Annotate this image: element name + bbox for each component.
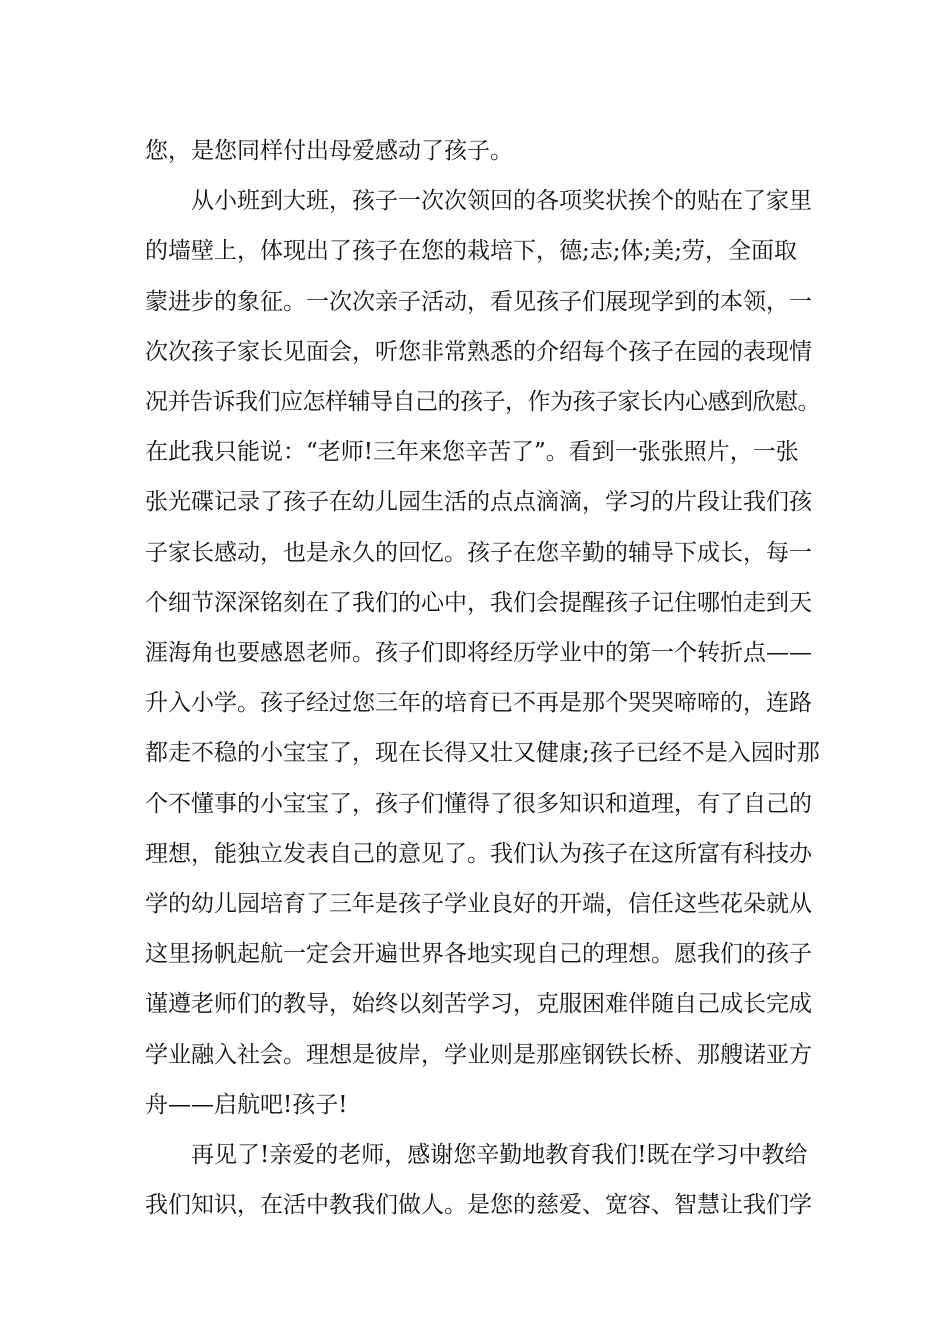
text-line: 况并告诉我们应怎样辅导自己的孩子，作为孩子家长内心感到欣慰。 <box>145 389 820 415</box>
text-line: 理想，能独立发表自己的意见了。我们认为孩子在这所富有科技办 <box>145 841 812 867</box>
text-line: 涯海角也要感恩老师。孩子们即将经历学业中的第一个转折点—— <box>145 640 812 666</box>
text-line: 张光碟记录了孩子在幼儿园生活的点点滴滴，学习的片段让我们孩 <box>145 489 812 515</box>
text-line: 蒙进步的象征。一次次亲子活动，看见孩子们展现学到的本领，一 <box>145 289 812 315</box>
text-line: 次次孩子家长见面会，听您非常熟悉的介绍每个孩子在园的表现情 <box>145 339 812 365</box>
text-line: 子家长感动，也是永久的回忆。孩子在您辛勤的辅导下成长，每一 <box>145 540 812 566</box>
text-line: 学业融入社会。理想是彼岸，学业则是那座钢铁长桥、那艘诺亚方 <box>145 1042 812 1068</box>
text-line: 的墙壁上，体现出了孩子在您的栽培下，德;志;体;美;劳，全面取 <box>145 238 797 264</box>
text-line: 都走不稳的小宝宝了，现在长得又壮又健康;孩子已经不是入园时那 <box>145 740 820 766</box>
paragraph-start-line: 再见了!亲爱的老师，感谢您辛勤地教育我们!既在学习中教给 <box>191 1142 808 1168</box>
text-line: 舟——启航吧!孩子! <box>145 1092 348 1118</box>
text-line: 这里扬帆起航一定会开遍世界各地实现自己的理想。愿我们的孩子 <box>145 941 812 967</box>
text-line: 您，是您同样付出母爱感动了孩子。 <box>145 138 513 164</box>
paragraph-start-line: 从小班到大班，孩子一次次领回的各项奖状挨个的贴在了家里 <box>191 188 812 214</box>
text-line: 在此我只能说：“老师!三年来您辛苦了”。看到一张张照片，一张 <box>145 439 799 465</box>
text-line: 个不懂事的小宝宝了，孩子们懂得了很多知识和道理，有了自己的 <box>145 791 812 817</box>
text-line: 我们知识，在活中教我们做人。是您的慈爱、宽容、智慧让我们学 <box>145 1192 812 1218</box>
text-line: 学的幼儿园培育了三年是孩子学业良好的开端，信任这些花朵就从 <box>145 891 812 917</box>
text-line: 谨遵老师们的教导，始终以刻苦学习，克服困难伴随自己成长完成 <box>145 991 812 1017</box>
text-line: 个细节深深铭刻在了我们的心中，我们会提醒孩子记住哪怕走到天 <box>145 590 812 616</box>
text-line: 升入小学。孩子经过您三年的培育已不再是那个哭哭啼啼的，连路 <box>145 690 812 716</box>
